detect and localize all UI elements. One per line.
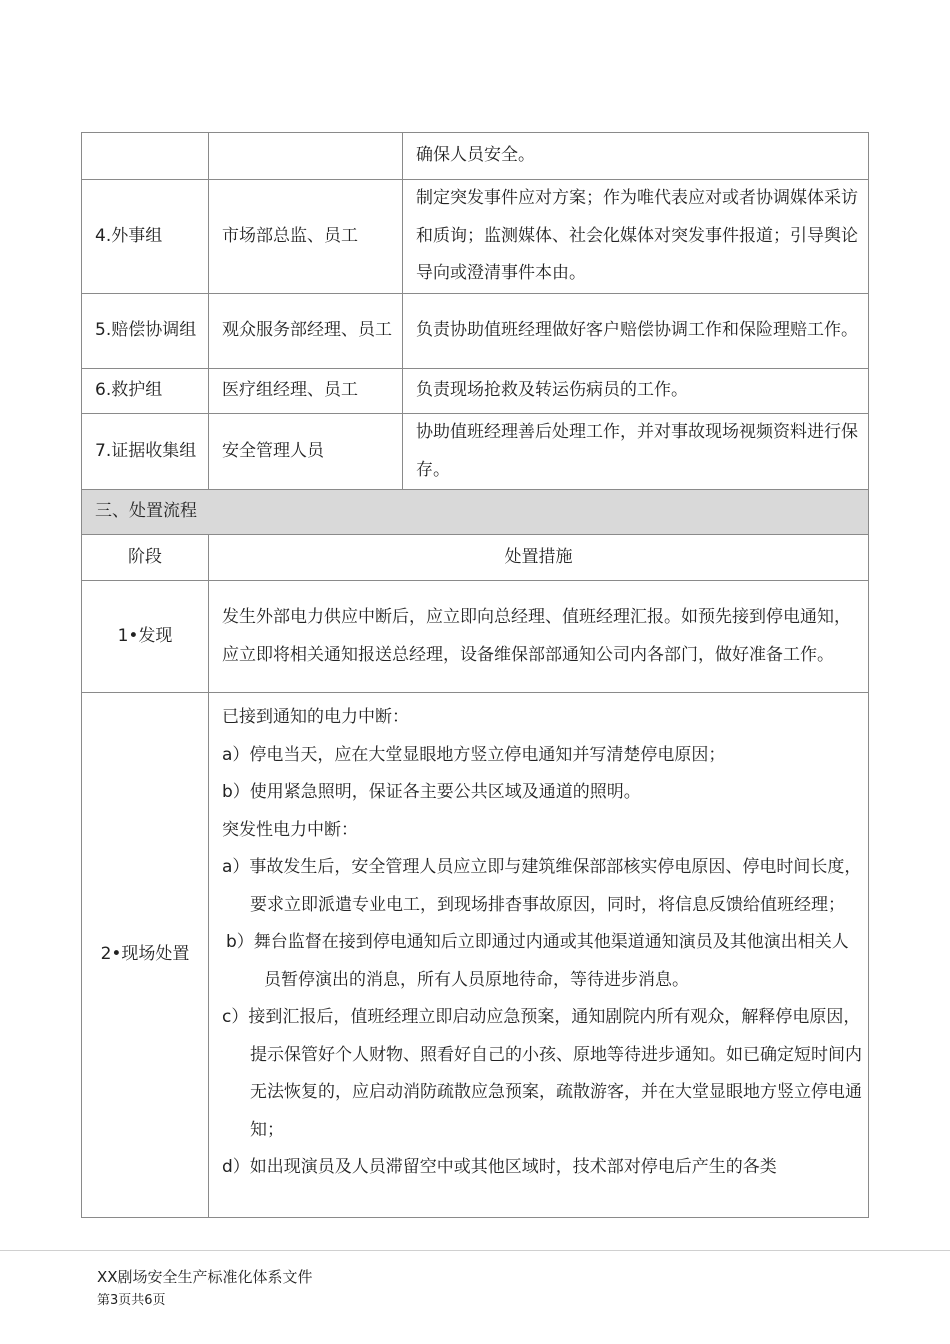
table-row <box>82 581 869 693</box>
sudden-item-b: b）舞台监督在接到停电通知后立即通过内通或其他渠道通知演员及其他演出相关人员暂停演出的消息，所有人员原地待命，等待进步消息。 <box>226 932 849 990</box>
section-title: 三、处置流程 <box>82 490 869 535</box>
stage-name-cell: 2•现场处置 <box>82 693 209 1218</box>
known-outage-title: 已接到通知的电力中断： <box>222 707 409 727</box>
group-name-cell: 6.救护组 <box>82 369 209 414</box>
group-duty-cell: 协助值班经理善后处理工作，并对事故现场视频资料进行保存。 <box>403 414 869 490</box>
table-row <box>82 414 869 490</box>
stage-measure-cell: 发生外部电力供应中断后，应立即向总经理、值班经理汇报。如预先接到停电通知，应立即将相关通知报送总经理，设备维保部部通知公司内各部门，做好准备工作。 <box>209 581 869 693</box>
table-row <box>82 180 869 294</box>
footer-page-number: 第3页共6页 <box>97 1293 166 1308</box>
section-header-row <box>82 490 869 535</box>
stage-name-cell: 1•发现 <box>82 581 209 693</box>
known-item-b: b）使用紧急照明，保证各主要公共区域及通道的照明。 <box>222 782 641 802</box>
group-members-cell: 观众服务部经理、员工 <box>209 294 403 369</box>
sudden-item-d: d）如出现演员及人员滞留空中或其他区域时，技术部对停电后产生的各类 <box>222 1157 777 1177</box>
sudden-item-a: a）事故发生后，安全管理人员应立即与建筑维保部部核实停电原因、停电时间长度，要求立即派遣专业电工，到现场排杳事故原因，同时，将信息反馈给值班经理； <box>222 857 862 915</box>
stage-header: 阶段 <box>82 535 209 581</box>
group-members-cell: 安全管理人员 <box>209 414 403 490</box>
group-members-cell: 市场部总监、员工 <box>209 180 403 294</box>
table-row <box>82 693 869 1218</box>
group-name-cell <box>82 133 209 180</box>
emergency-table <box>81 132 869 1218</box>
group-duty-cell: 负责现场抢救及转运伤病员的工作。 <box>403 369 869 414</box>
group-duty-cell: 负责协助值班经理做好客户赔偿协调工作和保险理赔工作。 <box>403 294 869 369</box>
group-name-cell: 4.外事组 <box>82 180 209 294</box>
stage-measure-cell <box>209 693 869 1218</box>
group-name-cell: 7.证据收集组 <box>82 414 209 490</box>
table-row <box>82 294 869 369</box>
table-row <box>82 133 869 180</box>
known-item-a: a）停电当天，应在大堂显眼地方竖立停电通知并写清楚停电原因； <box>222 744 726 765</box>
group-name-cell: 5.赔偿协调组 <box>82 294 209 369</box>
sudden-item-c: c）接到汇报后，值班经理立即启动应急预案，通知剧院内所有观众，解释停电原因，提示保管好个人财物、照看好自己的小孩、原地等待进步通知。如已确定短时间内无法恢复的，应启动消防疏散应急预案，疏散游客，并在大堂显眼地方竖立停电通知； <box>222 1007 862 1140</box>
process-header-row <box>82 535 869 581</box>
table-row <box>82 369 869 414</box>
sudden-outage-title: 突发性电力中断： <box>222 819 358 840</box>
group-duty-cell: 制定突发事件应对方案；作为唯代表应对或者协调媒体采访和质询；监测媒体、社会化媒体对突发事件报道；引导舆论导向或澄清事件本由。 <box>403 180 869 294</box>
footer-document-title: XX剧场安全生产标准化体系文件 <box>97 1268 313 1286</box>
group-duty-cell: 确保人员安全。 <box>403 133 869 180</box>
group-members-cell <box>209 133 403 180</box>
group-members-cell: 医疗组经理、员工 <box>209 369 403 414</box>
footer-divider <box>0 1250 950 1251</box>
measures-header: 处置措施 <box>209 535 869 581</box>
